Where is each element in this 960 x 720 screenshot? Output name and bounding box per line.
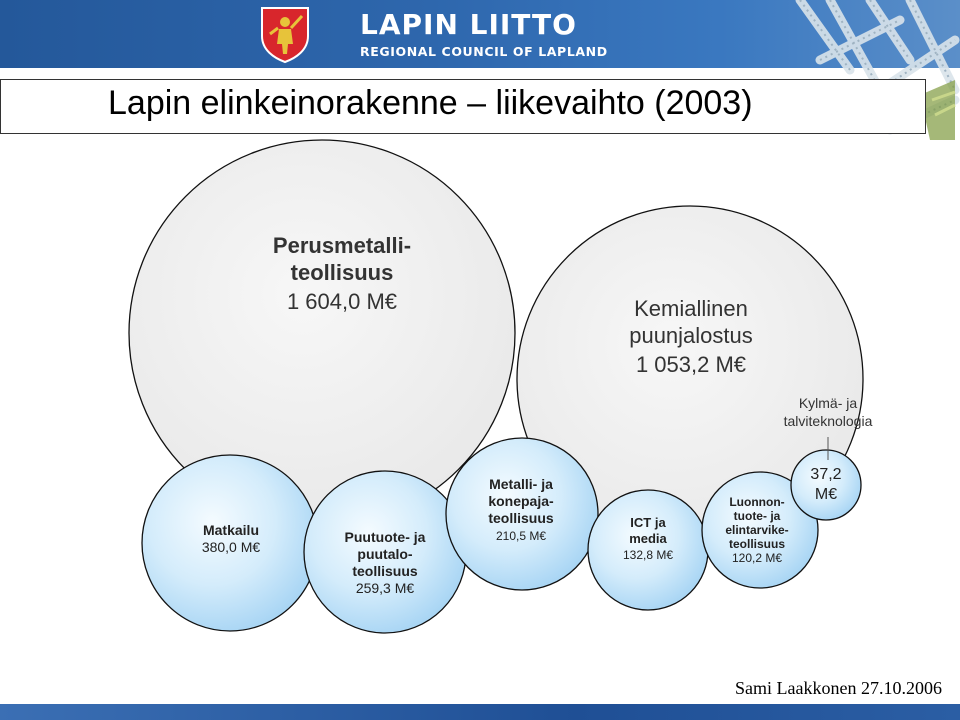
- bubble-value-ict-ja-media: 132,8 M€: [622, 548, 674, 562]
- bubble-label-metalli-ja-konepajateollisuus: Metalli- ja: [489, 476, 553, 492]
- bubble-label-luonnontuote-ja-elintarviketeollisuus: Luonnon-: [729, 495, 785, 509]
- bubble-value-perusmetalliteollisuus: 1 604,0 M€: [286, 289, 398, 314]
- bubble-label-perusmetalliteollisuus: Perusmetalli-: [272, 233, 412, 258]
- bubble-kylma-ja-talviteknologia: [791, 450, 861, 520]
- bubble-label-kemiallinen-puunjalostus: puunjalostus: [629, 323, 753, 348]
- org-subtitle: REGIONAL COUNCIL OF LAPLAND: [360, 44, 608, 59]
- bubble-label-kylma-ja-talviteknologia: talviteknologia: [783, 413, 873, 429]
- footer-bar: [0, 704, 960, 720]
- bubble-label-puutuote-ja-puutaloteollisuus: Puutuote- ja: [344, 529, 426, 545]
- bubble-label-kylma-ja-talviteknologia: Kylmä- ja: [798, 395, 858, 411]
- bubble-label-puutuote-ja-puutaloteollisuus: puutalo-: [357, 546, 413, 562]
- bubble-value-kylma-ja-talviteknologia: M€: [814, 486, 838, 503]
- bubble-label-luonnontuote-ja-elintarviketeollisuus: tuote- ja: [733, 509, 781, 523]
- bubble-label-luonnontuote-ja-elintarviketeollisuus: elintarvike-: [725, 523, 789, 537]
- bubble-label-puutuote-ja-puutaloteollisuus: teollisuus: [352, 563, 418, 579]
- bubble-label-metalli-ja-konepajateollisuus: teollisuus: [488, 510, 554, 526]
- bubble-label-matkailu: Matkailu: [202, 522, 260, 538]
- bubble-label-luonnontuote-ja-elintarviketeollisuus: teollisuus: [728, 537, 786, 551]
- bubble-value-kemiallinen-puunjalostus: 1 053,2 M€: [635, 352, 747, 377]
- bubble-value-luonnontuote-ja-elintarviketeollisuus: 120,2 M€: [731, 551, 783, 565]
- bubble-label-kemiallinen-puunjalostus: Kemiallinen: [634, 296, 748, 321]
- bubble-value-puutuote-ja-puutaloteollisuus: 259,3 M€: [355, 580, 415, 596]
- bubble-value-kylma-ja-talviteknologia: 37,2: [810, 466, 842, 483]
- bubble-label-ict-ja-media: media: [629, 531, 667, 546]
- bubble-label-perusmetalliteollisuus: teollisuus: [290, 260, 394, 285]
- page-title: Lapin elinkeinorakenne – liikevaihto (2003): [108, 84, 753, 122]
- bubble-value-metalli-ja-konepajateollisuus: 210,5 M€: [495, 529, 547, 543]
- author-date: Sami Laakkonen 27.10.2006: [735, 678, 942, 698]
- bubble-value-matkailu: 380,0 M€: [201, 539, 261, 555]
- org-name: LAPIN LIITTO: [360, 8, 577, 41]
- bubble-label-ict-ja-media: ICT ja: [630, 515, 666, 530]
- bubble-label-metalli-ja-konepajateollisuus: konepaja-: [488, 493, 554, 509]
